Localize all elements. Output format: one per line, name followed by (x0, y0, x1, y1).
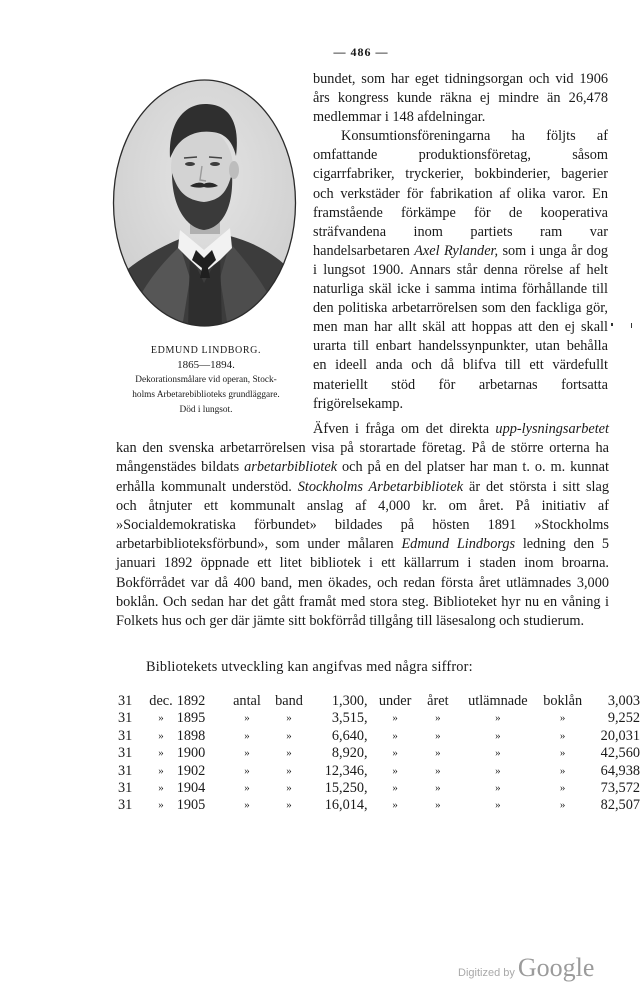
table-cell-utl: » (495, 729, 501, 742)
table-cell-day: 31 (118, 780, 133, 797)
paragraph (313, 127, 608, 413)
italic-name: Edmund Lindborgs (401, 536, 516, 553)
table-cell-loans: 42,560 (600, 745, 640, 762)
table-row (118, 693, 640, 710)
table-cell-antal: » (244, 782, 250, 795)
table-cell-month: » (158, 729, 164, 742)
table-cell-aret: » (435, 747, 441, 760)
scan-speck (611, 323, 613, 326)
table-cell-year: 1902 (176, 762, 206, 779)
table-cell-month: » (158, 782, 164, 795)
table-cell-boklan: » (559, 712, 566, 725)
table-cell-antal: » (244, 764, 250, 777)
full-width-text (116, 420, 609, 631)
text-run: Äfven i fråga om det direkta (313, 421, 496, 437)
table-cell-antal: » (244, 712, 250, 725)
table-cell-utl: utlämnade (468, 693, 528, 709)
table-cell-boklan: » (559, 799, 566, 812)
table-cell-boklan: » (559, 729, 566, 742)
text-run: ledning den 5 januari 1892 öppnade ett litet bibliotek i ett källarrum i staden inom broarna. Bokförrådet var då 400 band, men ökades, och redan första året utlämnades 3,000 boklån. Och sedan har det gått framåt med stora steg. Biblioteket hyr nu en våning i Folkets hus och ger där jämte sitt bokförråd tillgång till läsesalong och studierum. (116, 536, 609, 630)
table-cell-aret: » (435, 712, 441, 725)
table-cell-antal: » (244, 799, 250, 812)
table-cell-day: 31 (118, 745, 133, 762)
table-cell-aret: » (435, 729, 441, 742)
table-cell-band: » (286, 799, 292, 812)
table-cell-band: » (286, 747, 292, 760)
table-cell-volumes: 1,300, (331, 693, 368, 709)
table-cell-utl: » (495, 764, 501, 777)
table-cell-month: dec. (149, 693, 173, 709)
table-cell-antal: antal (233, 693, 261, 709)
italic-term: upp-lysningsarbetet (495, 421, 609, 437)
text-run: Konsumtionsföreningarna ha följts af omfattande produktionsföretag, såsom cigarrfabriker, tryckerier, bokbinderier, bagerier och verkstäder för fabrikation af olika varor. En framstående förkämpe för de kooperativa sträfvandena inom partiets ram var handelsarbetaren (313, 128, 608, 259)
table-cell-aret: » (435, 764, 441, 777)
text-run: är det största i sitt slag och åtnjuter ett kommunalt anslag af 4,000 kr. om året. På initiativ af »Socialdemokratiska förbundet» bildades på hösten 1891 »Stockholms arbetarbiblioteksförbund», som under målaren (116, 478, 610, 553)
table-cell-boklan: » (559, 747, 566, 760)
digitized-watermark (458, 953, 594, 983)
table-cell-day: 31 (118, 797, 133, 814)
watermark-prefix: Digitized by (458, 967, 515, 979)
table-cell-loans: 64,938 (600, 762, 640, 779)
table-cell-under: » (392, 747, 398, 760)
table-cell-under: » (392, 799, 398, 812)
table-cell-volumes: 3,515, (331, 710, 368, 727)
table-cell-volumes: 6,640, (331, 727, 368, 744)
table-cell-band: » (286, 729, 292, 742)
table-cell-aret: » (435, 799, 441, 812)
table-row (118, 745, 640, 762)
table-intro: Bibliotekets utveckling kan angifvas med några siffror: (146, 659, 473, 675)
table-cell-aret: året (427, 693, 449, 709)
table-cell-volumes: 15,250, (324, 780, 368, 797)
table-cell-month: » (158, 799, 164, 812)
right-column-text (313, 70, 608, 414)
table-cell-boklan: » (559, 782, 566, 795)
table-cell-month: » (158, 712, 164, 725)
table-cell-loans: 20,031 (600, 727, 640, 744)
google-logo: Google (517, 953, 595, 982)
table-cell-under: » (392, 782, 398, 795)
table-cell-day: 31 (118, 693, 133, 709)
table-cell-under: » (392, 712, 398, 725)
table-cell-aret: » (435, 782, 441, 795)
table-row (118, 763, 640, 780)
table-cell-band: » (286, 782, 292, 795)
table-row (118, 710, 640, 727)
table-cell-boklan: » (559, 764, 566, 777)
paragraph (116, 420, 609, 631)
table-cell-year: 1900 (176, 745, 206, 762)
table-cell-loans: 82,507 (600, 797, 640, 814)
table-cell-utl: » (495, 747, 501, 760)
table-cell-utl: » (495, 712, 501, 725)
table-row (118, 728, 640, 745)
table-cell-loans: 73,572 (600, 780, 640, 797)
text-run: och på en del platser har man t. o. m. kunnat erhålla kommunalt understöd. (116, 459, 609, 495)
italic-name: Axel Rylander, (414, 242, 499, 259)
table-cell-day: 31 (118, 762, 133, 779)
portrait-caption (100, 343, 312, 418)
table-cell-band: » (286, 764, 292, 777)
table-cell-antal: » (244, 747, 250, 760)
table-cell-loans: 3,003 (607, 693, 640, 709)
table-cell-month: » (158, 747, 164, 760)
caption-line: Dekorationsmålare vid operan, Stock- (135, 375, 277, 385)
table-row (118, 780, 640, 797)
table-cell-band: band (275, 693, 303, 709)
table-cell-year: 1904 (176, 780, 206, 797)
library-stats-table (118, 693, 640, 815)
portrait-photo (112, 78, 297, 328)
table-cell-under: » (392, 729, 398, 742)
caption-years: 1865—1894. (177, 359, 235, 371)
table-cell-day: 31 (118, 710, 133, 727)
table-cell-year: 1898 (176, 727, 206, 744)
page-number: — 486 — (333, 45, 389, 59)
table-cell-year: 1905 (176, 797, 206, 814)
table-cell-volumes: 12,346, (324, 762, 368, 779)
text-run: kan den svenska arbetarrörelsen visa på storartade företag. På de större orterna ha mångenstädes bildats (116, 440, 609, 476)
table-cell-under: under (378, 693, 412, 709)
table-cell-loans: 9,252 (607, 710, 640, 727)
table-row (118, 797, 640, 814)
table-cell-volumes: 16,014, (324, 797, 368, 814)
caption-line: holms Arbetarebiblioteks grundläggare. (132, 390, 280, 400)
table-cell-month: » (158, 764, 164, 777)
table-cell-under: » (392, 764, 398, 777)
table-cell-antal: » (244, 729, 250, 742)
table-cell-year: 1892 (176, 693, 206, 709)
table-cell-boklan: boklån (543, 693, 583, 709)
table-cell-utl: » (495, 782, 501, 795)
table-cell-band: » (286, 712, 292, 725)
table-cell-day: 31 (118, 727, 133, 744)
table-cell-volumes: 8,920, (331, 745, 368, 762)
caption-line: Död i lungsot. (179, 405, 233, 415)
portrait-image (112, 78, 297, 328)
italic-term: arbetarbibliotek (244, 459, 338, 476)
text-run: som i unga år dog i lungsot 1900. Annars står denna rörelse af helt naturliga skäl icke i samma intima förhållande till den politiska arbetarrörelsen som den fackliga gör, men man har allt skäl att hoppas att den ej skall urarta till enbart handelssynpunkter, utan behålla en ideell anda och då blifva till ett värdefullt materiellt stöd för arbetarnas fortsatta frigörelsekamp. (313, 242, 608, 412)
italic-term: Stockholms Arbetarbibliotek (297, 478, 464, 495)
scan-speck (631, 323, 632, 328)
table-cell-utl: » (495, 799, 501, 812)
caption-name: EDMUND LINDBORG. (150, 345, 262, 356)
paragraph: bundet, som har eget tidningsorgan och vid 1906 års kongress kunde räkna ej mindre än 26,478 medlemmar i 148 afdelningar. (313, 71, 608, 126)
table-cell-year: 1895 (176, 710, 206, 727)
